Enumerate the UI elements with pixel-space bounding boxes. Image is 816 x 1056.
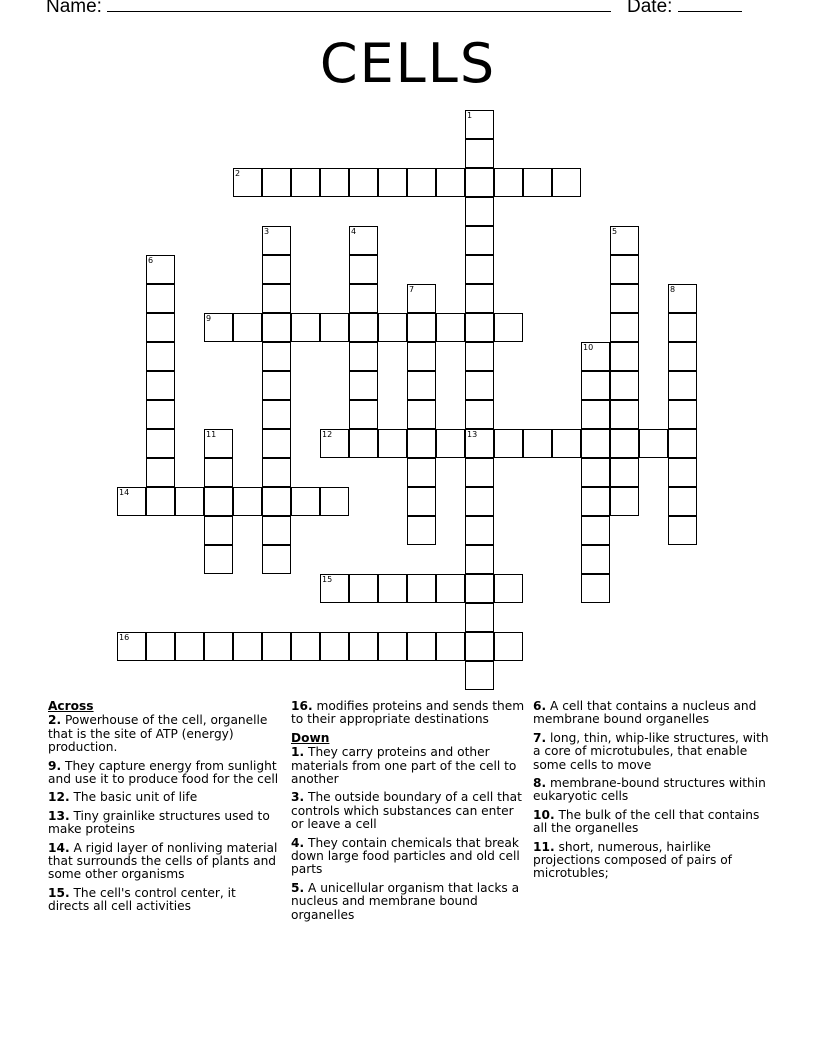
crossword-cell[interactable] [233, 168, 262, 197]
clue-text: The basic unit of life [69, 790, 198, 805]
crossword-cell[interactable] [581, 342, 610, 371]
clue-number: 1 [467, 111, 473, 120]
clue-item [291, 882, 527, 922]
clues-column-3 [533, 700, 773, 886]
clue-text: A rigid layer of nonliving material that surrounds the cells of plants and some other organisms [48, 840, 278, 882]
clues-column-2 [291, 700, 527, 927]
crossword-cell[interactable] [581, 400, 610, 429]
crossword-cell[interactable] [262, 313, 291, 342]
crossword-cell[interactable] [407, 168, 436, 197]
crossword-cell[interactable] [523, 429, 552, 458]
clue-item [48, 887, 280, 914]
crossword-cell[interactable] [610, 342, 639, 371]
crossword-cell[interactable] [610, 458, 639, 487]
crossword-cell[interactable] [465, 574, 494, 603]
crossword-cell[interactable] [407, 429, 436, 458]
crossword-cell[interactable] [146, 313, 175, 342]
crossword-cell[interactable] [407, 342, 436, 371]
crossword-cell[interactable] [610, 371, 639, 400]
crossword-cell[interactable] [610, 255, 639, 284]
crossword-cell[interactable] [668, 342, 697, 371]
crossword-cell[interactable] [465, 371, 494, 400]
crossword-cell[interactable] [668, 313, 697, 342]
crossword-cell[interactable] [610, 487, 639, 516]
crossword-cell[interactable] [262, 400, 291, 429]
crossword-cell[interactable] [291, 632, 320, 661]
crossword-cell[interactable] [581, 487, 610, 516]
clue-number-label: 10. [533, 807, 555, 822]
crossword-cell[interactable] [349, 168, 378, 197]
clue-item [48, 810, 280, 837]
clue-number-label: 13. [48, 808, 70, 823]
clue-text: membrane-bound structures within eukaryotic cells [533, 776, 766, 804]
crossword-cell[interactable] [436, 429, 465, 458]
clue-item [533, 777, 773, 804]
crossword-cell[interactable] [465, 313, 494, 342]
clue-number-label: 5. [291, 880, 305, 895]
clue-text: The bulk of the cell that contains all the organelles [533, 807, 760, 836]
clue-text: A cell that contains a nucleus and membrane bound organelles [533, 699, 757, 727]
crossword-cell[interactable] [552, 429, 581, 458]
crossword-cell[interactable] [146, 371, 175, 400]
crossword-cell[interactable] [465, 545, 494, 574]
crossword-cell[interactable] [320, 168, 349, 197]
crossword-cell[interactable] [610, 400, 639, 429]
crossword-cell[interactable] [378, 429, 407, 458]
crossword-cell[interactable] [465, 632, 494, 661]
clue-number-label: 9. [48, 758, 62, 773]
crossword-cell[interactable] [465, 661, 494, 690]
crossword-cell[interactable] [465, 255, 494, 284]
crossword-cell[interactable] [378, 313, 407, 342]
crossword-cell[interactable] [262, 371, 291, 400]
crossword-cell[interactable] [349, 284, 378, 313]
crossword-cell[interactable] [523, 168, 552, 197]
clue-number-label: 7. [533, 730, 547, 745]
clue-number-label: 3. [291, 790, 305, 805]
clue-number: 12 [322, 430, 333, 439]
clue-text: Powerhouse of the cell, organelle that is the site of ATP (energy) production. [48, 713, 268, 755]
crossword-cell[interactable] [581, 458, 610, 487]
clue-text: long, thin, whip-like structures, with a core of microtubules, that enable some cells to move [533, 730, 769, 772]
crossword-cell[interactable] [465, 487, 494, 516]
clue-item [291, 791, 527, 831]
clue-number-label: 4. [291, 835, 305, 850]
clue-text: Tiny grainlike structures used to make proteins [48, 808, 270, 837]
crossword-cell[interactable] [465, 110, 494, 139]
crossword-cell[interactable] [349, 371, 378, 400]
clue-number-label: 2. [48, 713, 62, 728]
crossword-cell[interactable] [436, 168, 465, 197]
crossword-cell[interactable] [349, 429, 378, 458]
crossword-cell[interactable] [668, 487, 697, 516]
clue-number: 10 [583, 343, 594, 352]
crossword-cell[interactable] [262, 284, 291, 313]
crossword-cell[interactable] [668, 371, 697, 400]
page-title: CELLS [319, 32, 497, 95]
crossword-cell[interactable] [465, 284, 494, 313]
crossword-cell[interactable] [291, 313, 320, 342]
crossword-cell[interactable] [349, 342, 378, 371]
crossword-cell[interactable] [668, 429, 697, 458]
clue-text: They contain chemicals that break down large food particles and old cell parts [291, 835, 520, 877]
crossword-cell[interactable] [349, 574, 378, 603]
clue-number: 4 [351, 227, 357, 236]
clue-number: 9 [206, 314, 212, 323]
crossword-cell[interactable] [320, 574, 349, 603]
crossword-cell[interactable] [494, 632, 523, 661]
crossword-cell[interactable] [291, 487, 320, 516]
clue-item [533, 809, 773, 836]
clue-item [48, 714, 280, 754]
crossword-cell[interactable] [436, 574, 465, 603]
clue-text: modifies proteins and sends them to their appropriate destinations [291, 699, 525, 727]
clue-number: 16 [119, 633, 130, 642]
crossword-cell[interactable] [233, 313, 262, 342]
crossword-cell[interactable] [407, 458, 436, 487]
clue-item [48, 760, 280, 787]
clue-number-label: 16. [291, 699, 313, 713]
clue-number: 7 [409, 285, 415, 294]
crossword-cell[interactable] [465, 516, 494, 545]
crossword-cell[interactable] [465, 139, 494, 168]
crossword-cell[interactable] [494, 429, 523, 458]
crossword-cell[interactable] [407, 313, 436, 342]
clue-number: 15 [322, 575, 333, 584]
crossword-cell[interactable] [349, 255, 378, 284]
crossword-cell[interactable] [146, 400, 175, 429]
crossword-cell[interactable] [349, 400, 378, 429]
crossword-cell[interactable] [668, 458, 697, 487]
crossword-cell[interactable] [204, 545, 233, 574]
crossword-cell[interactable] [146, 342, 175, 371]
clue-number: 2 [235, 169, 241, 178]
clue-item [48, 842, 280, 882]
crossword-cell[interactable] [175, 632, 204, 661]
clue-item [533, 732, 773, 772]
crossword-cell[interactable] [262, 226, 291, 255]
crossword-cell[interactable] [465, 400, 494, 429]
crossword-cell[interactable] [262, 429, 291, 458]
clue-text: They carry proteins and other materials from one part of the cell to another [291, 745, 517, 787]
clue-number: 6 [148, 256, 154, 265]
crossword-cell[interactable] [204, 429, 233, 458]
crossword-cell[interactable] [262, 545, 291, 574]
crossword-cell[interactable] [204, 632, 233, 661]
clues-column-1 [48, 700, 280, 919]
crossword-cell[interactable] [146, 284, 175, 313]
clue-number: 8 [670, 285, 676, 294]
crossword-cell[interactable] [494, 313, 523, 342]
clue-item [48, 791, 280, 804]
clue-number: 11 [206, 430, 217, 439]
crossword-cell[interactable] [320, 313, 349, 342]
crossword-cell[interactable] [349, 632, 378, 661]
crossword-cell[interactable] [581, 429, 610, 458]
crossword-cell[interactable] [262, 458, 291, 487]
crossword-cell[interactable] [465, 603, 494, 632]
clue-number-label: 15. [48, 885, 70, 900]
crossword-cell[interactable] [146, 632, 175, 661]
crossword-cell[interactable] [146, 458, 175, 487]
crossword-cell[interactable] [668, 516, 697, 545]
down-heading: Down [291, 730, 330, 745]
crossword-cell[interactable] [668, 400, 697, 429]
crossword-cell[interactable] [581, 545, 610, 574]
crossword-cell[interactable] [668, 284, 697, 313]
crossword-cell[interactable] [175, 487, 204, 516]
crossword-cell[interactable] [146, 429, 175, 458]
crossword-cell[interactable] [465, 342, 494, 371]
crossword-cell[interactable] [320, 429, 349, 458]
clue-item [291, 700, 527, 727]
clue-text: short, numerous, hairlike projections composed of pairs of microtubles; [533, 839, 732, 881]
crossword-cell[interactable] [262, 516, 291, 545]
clue-number-label: 12. [48, 790, 70, 805]
crossword-cell[interactable] [262, 487, 291, 516]
crossword-cell[interactable] [378, 168, 407, 197]
clue-text: The cell's control center, it directs all cell activities [48, 885, 236, 914]
crossword-cell[interactable] [204, 313, 233, 342]
crossword-cell[interactable] [639, 429, 668, 458]
crossword-cell[interactable] [610, 313, 639, 342]
clue-text: They capture energy from sunlight and use it to produce food for the cell [48, 758, 279, 787]
crossword-cell[interactable] [465, 197, 494, 226]
clue-number-label: 14. [48, 840, 70, 855]
crossword-cell[interactable] [465, 458, 494, 487]
crossword-cell[interactable] [262, 255, 291, 284]
crossword-cell[interactable] [233, 487, 262, 516]
clue-number: 3 [264, 227, 270, 236]
clue-text: The outside boundary of a cell that controls which substances can enter or leave a cell [291, 790, 522, 832]
crossword-cell[interactable] [407, 487, 436, 516]
clue-number-label: 11. [533, 839, 555, 854]
crossword-cell[interactable] [407, 516, 436, 545]
clue-number-label: 8. [533, 776, 547, 791]
crossword-cell[interactable] [494, 574, 523, 603]
crossword-cell[interactable] [407, 632, 436, 661]
crossword-cell[interactable] [378, 574, 407, 603]
crossword-cell[interactable] [465, 226, 494, 255]
clue-number: 5 [612, 227, 618, 236]
clue-number-label: 6. [533, 699, 547, 713]
crossword-cell[interactable] [146, 487, 175, 516]
crossword-cell[interactable] [436, 313, 465, 342]
clue-number-label: 1. [291, 745, 305, 760]
clue-item [533, 841, 773, 881]
crossword-cell[interactable] [349, 313, 378, 342]
crossword-cell[interactable] [204, 516, 233, 545]
crossword-cell[interactable] [407, 284, 436, 313]
crossword-cell[interactable] [407, 400, 436, 429]
clue-item [291, 746, 527, 786]
crossword-cell[interactable] [204, 487, 233, 516]
crossword-cell[interactable] [117, 632, 146, 661]
crossword-cell[interactable] [610, 429, 639, 458]
clue-item [291, 837, 527, 877]
name-label: Name: [46, 0, 102, 17]
crossword-cell[interactable] [262, 342, 291, 371]
crossword-cell[interactable] [233, 632, 262, 661]
crossword-cell[interactable] [436, 632, 465, 661]
clue-text: A unicellular organism that lacks a nucleus and membrane bound organelles [291, 880, 520, 922]
crossword-cell[interactable] [146, 255, 175, 284]
crossword-cell[interactable] [320, 487, 349, 516]
crossword-cell[interactable] [262, 632, 291, 661]
crossword-cell[interactable] [320, 632, 349, 661]
crossword-cell[interactable] [552, 168, 581, 197]
crossword-cell[interactable] [581, 371, 610, 400]
clue-number: 13 [467, 430, 478, 439]
crossword-cell[interactable] [262, 168, 291, 197]
crossword-cell[interactable] [581, 516, 610, 545]
crossword-cell[interactable] [610, 226, 639, 255]
crossword-cell[interactable] [291, 168, 320, 197]
date-label: Date: [627, 0, 673, 17]
crossword-cell[interactable] [378, 632, 407, 661]
crossword-cell[interactable] [204, 458, 233, 487]
clue-item [533, 700, 773, 727]
crossword-cell[interactable] [610, 284, 639, 313]
crossword-cell[interactable] [494, 168, 523, 197]
crossword-cell[interactable] [465, 168, 494, 197]
across-heading: Across [48, 699, 94, 713]
crossword-cell[interactable] [407, 371, 436, 400]
crossword-cell[interactable] [407, 574, 436, 603]
crossword-cell[interactable] [117, 487, 146, 516]
crossword-cell[interactable] [465, 429, 494, 458]
crossword-cell[interactable] [581, 574, 610, 603]
clue-number: 14 [119, 488, 130, 497]
crossword-cell[interactable] [349, 226, 378, 255]
